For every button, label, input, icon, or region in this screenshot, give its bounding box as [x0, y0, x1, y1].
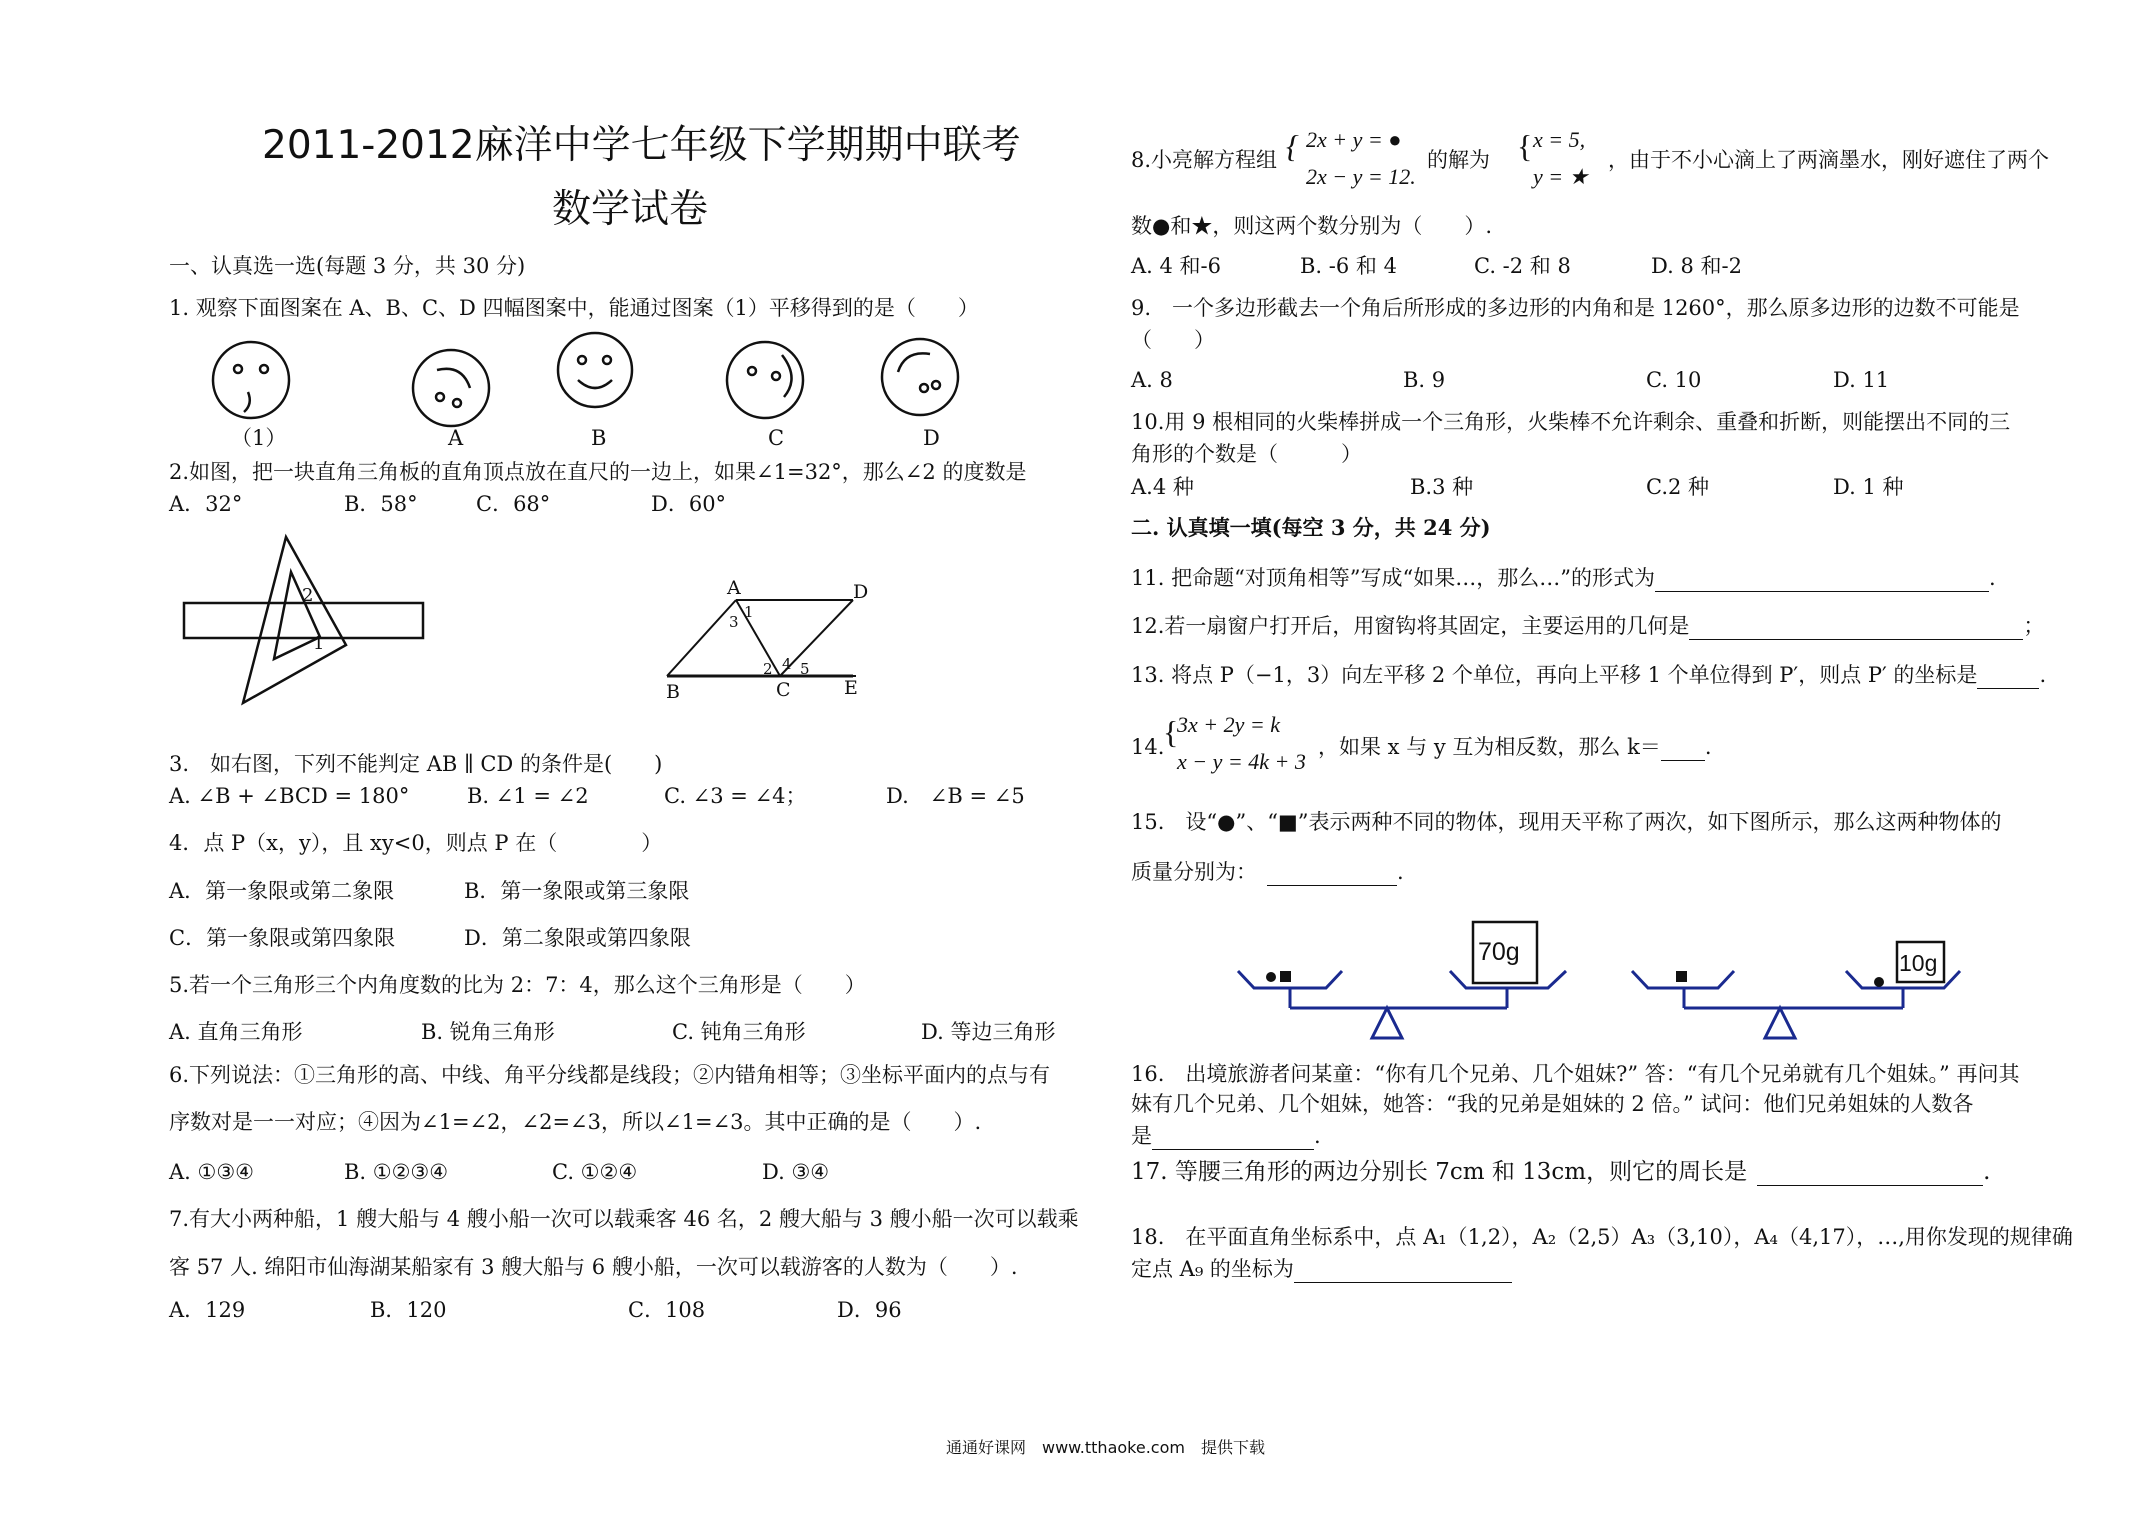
q15-weight-70g-label: 70g: [1478, 938, 1520, 966]
q14-eq2: x − y = 4k + 3: [1177, 749, 1306, 774]
q3-point-c: C: [776, 679, 791, 701]
q3-option-d: D. ∠B = ∠5: [886, 784, 1025, 808]
q15-square-left: [1280, 971, 1291, 982]
q11-end: .: [1989, 566, 1996, 590]
q15-question: 质量分别为：: [1131, 860, 1257, 884]
q16-question: 是: [1131, 1124, 1152, 1148]
q9-option-c: C. 10: [1646, 368, 1702, 392]
q2-text: 2.如图，把一块直角三角板的直角顶点放在直尺的一边上，如果∠1=32°，那么∠2 的度数是: [169, 460, 1027, 484]
q15-square-right: [1676, 971, 1687, 982]
q4-option-b: B．第一象限或第三象限: [464, 879, 690, 903]
q6-option-b: B. ①②③④: [344, 1160, 449, 1184]
q9-line2: （ ）: [1131, 328, 1215, 352]
q3-text: 3. 如右图，下列不能判定 AB ∥ CD 的条件是( ): [169, 752, 663, 776]
q10-option-b: B.3 种: [1410, 475, 1474, 499]
q12-question: 12.若一扇窗户打开后，用窗钩将其固定，主要运用的几何是: [1131, 614, 1690, 638]
q14-question: ，如果 x 与 y 互为相反数，那么 k＝: [1318, 735, 1661, 759]
q7-option-b: B．120: [370, 1298, 447, 1322]
q5-option-b: B. 锐角三角形: [421, 1020, 555, 1044]
q3-point-e: E: [844, 677, 858, 699]
q6-line2: 序数对是一一对应；④因为∠1=∠2，∠2=∠3，所以∠1=∠3。其中正确的是（ ）.: [169, 1110, 982, 1134]
q16-line3: [1131, 1122, 1321, 1150]
q18-answer-blank[interactable]: [1294, 1260, 1512, 1283]
q16-answer-blank[interactable]: [1152, 1127, 1314, 1150]
q5-option-a: A. 直角三角形: [169, 1020, 303, 1044]
q6-option-a: A. ①③④: [169, 1160, 254, 1184]
q8-option-a: A. 4 和-6: [1131, 254, 1222, 278]
q8-brace-right: {: [1517, 128, 1533, 164]
q3-angle-2: 2: [763, 660, 773, 678]
q3-option-a: A. ∠B + ∠BCD = 180°: [169, 784, 410, 808]
q3-angle-1: 1: [744, 603, 754, 621]
q8-brace-left: {: [1286, 128, 1299, 164]
q5-option-c: C. 钝角三角形: [672, 1020, 806, 1044]
q4-option-c: C．第一象限或第四象限: [169, 926, 396, 950]
q17-question: 17. 等腰三角形的两边分别长 7cm 和 13cm，则它的周长是: [1131, 1159, 1748, 1185]
q9-line1: 9. 一个多边形截去一个角后所形成的多边形的内角和是 1260°，那么原多边形的边数不可能是: [1131, 296, 2020, 320]
q17-end: .: [1983, 1159, 1991, 1185]
q10-line2: 角形的个数是（ ）: [1131, 442, 1362, 466]
q10-line1: 10.用 9 根相同的火柴棒拼成一个三角形，火柴棒不允许剩余、重叠和折断，则能摆出不同的三: [1131, 410, 2011, 434]
q10-option-a: A.4 种: [1131, 475, 1194, 499]
exam-title: 2011-2012麻洋中学七年级下学期期中联考: [262, 123, 1021, 168]
q9-option-b: B. 9: [1403, 368, 1446, 392]
q8-option-c: C. -2 和 8: [1474, 254, 1571, 278]
q2-angle-2-label: 2: [302, 585, 314, 606]
q10-option-d: D. 1 种: [1833, 475, 1904, 499]
q4-option-a: A．第一象限或第二象限: [169, 879, 395, 903]
q3-option-b: B. ∠1 = ∠2: [467, 784, 589, 808]
q18-line2: [1131, 1255, 1512, 1283]
q12-end: ；: [2023, 614, 2045, 638]
q1-label-b: B: [591, 426, 607, 450]
q9-option-d: D. 11: [1833, 368, 1890, 392]
q8-sol2: y = ★: [1533, 164, 1589, 189]
q9-option-a: A. 8: [1131, 368, 1173, 392]
q5-option-d: D. 等边三角形: [921, 1020, 1056, 1044]
q3-point-b: B: [666, 681, 680, 703]
section2-heading: 二. 认真填一填(每空 3 分，共 24 分): [1131, 515, 1491, 540]
q7-option-d: D．96: [837, 1298, 902, 1322]
q13-question: 13. 将点 P（−1，3）向左平移 2 个单位，再向上平移 1 个单位得到 P′，则点 P′ 的坐标是: [1131, 663, 1978, 687]
q2-option-c: C．68°: [476, 492, 551, 516]
q8-eq2: 2x − y = 12.: [1306, 164, 1416, 189]
q8-sol1: x = 5,: [1533, 127, 1586, 152]
q4-option-d: D．第二象限或第四象限: [464, 926, 691, 950]
q8-option-b: B. -6 和 4: [1300, 254, 1397, 278]
q14-end: .: [1704, 735, 1712, 759]
q8-line2: 数●和★，则这两个数分别为（ ）.: [1131, 214, 1492, 238]
q10-option-c: C.2 种: [1646, 475, 1710, 499]
q7-line2: 客 57 人. 绵阳市仙海湖某船家有 3 艘大船与 6 艘小船，一次可以载游客的人数为（ ）.: [169, 1255, 1018, 1279]
q15-circle-left: [1266, 972, 1276, 982]
q6-line1: 6.下列说法：①三角形的高、中线、角平分线都是线段；②内错角相等；③坐标平面内的点与有: [169, 1063, 1051, 1087]
q8-option-d: D. 8 和-2: [1651, 254, 1742, 278]
q8-prefix: 8.小亮解方程组: [1131, 148, 1278, 172]
q18-line1: 18. 在平面直角坐标系中，点 A₁（1,2），A₂（2,5）A₃（3,10），A₄（4,17），…,用你发现的规律确: [1131, 1225, 2073, 1249]
q2-option-b: B．58°: [344, 492, 418, 516]
section1-heading: 一、认真选一选(每题 3 分，共 30 分): [169, 254, 526, 278]
q6-option-d: D. ③④: [762, 1160, 830, 1184]
q16-line2: 妹有几个兄弟、几个姐妹，她答：“我的兄弟是姐妹的 2 倍。” 试问：他们兄弟姐妹的人数各: [1131, 1092, 1974, 1116]
footer-credit: 通通好课网 www.tthaoke.com 提供下载: [946, 1438, 1265, 1457]
q15-weight-10g-label: 10g: [1899, 950, 1938, 976]
q5-text: 5.若一个三角形三个内角度数的比为 2：7：4，那么这个三角形是（ ）: [169, 973, 866, 997]
q1-label-a: A: [448, 426, 464, 450]
q14-prefix: 14.: [1131, 735, 1165, 759]
q3-option-c: C. ∠3 = ∠4；: [664, 784, 807, 808]
q2-angle-1-label: 1: [313, 633, 325, 654]
q14-eq1: 3x + 2y = k: [1177, 712, 1280, 737]
q13-end: .: [2039, 663, 2047, 687]
q1-label-1: （1）: [231, 426, 287, 450]
q15-end: .: [1397, 860, 1404, 884]
q15-circle-right: [1874, 977, 1884, 987]
q16-end: .: [1314, 1124, 1321, 1148]
q7-line1: 7.有大小两种船，1 艘大船与 4 艘小船一次可以载乘客 46 名，2 艘大船与 3 艘小船一次可以载乘: [169, 1207, 1079, 1231]
q1-text: 1. 观察下面图案在 A、B、C、D 四幅图案中，能通过图案（1）平移得到的是（ ）: [169, 296, 979, 320]
q2-option-d: D．60°: [651, 492, 727, 516]
exam-subtitle: 数学试卷: [552, 187, 709, 232]
q17-text: [1131, 1158, 1990, 1186]
q18-question: 定点 A₉ 的坐标为: [1131, 1257, 1294, 1281]
q4-text: 4．点 P（x，y），且 xy<0，则点 P 在（ ）: [169, 831, 663, 855]
q15-line1: 15. 设“●”、“■”表示两种不同的物体，现用天平称了两次，如下图所示，那么这两种物体的: [1131, 810, 2002, 834]
q3-angle-5: 5: [800, 660, 810, 678]
q3-angle-4: 4: [782, 655, 792, 673]
q1-label-d: D: [923, 426, 940, 450]
q8-suffix: ，由于不小心滴上了两滴墨水，刚好遮住了两个: [1608, 148, 2049, 172]
q3-point-d: D: [853, 581, 869, 603]
q14-brace: {: [1163, 714, 1179, 750]
q17-answer-blank[interactable]: [1757, 1163, 1983, 1186]
q3-point-a: A: [727, 577, 741, 599]
q6-option-c: C. ①②④: [552, 1160, 638, 1184]
q3-angle-3: 3: [729, 613, 739, 631]
q1-label-c: C: [768, 426, 785, 450]
q16-line1: 16. 出境旅游者问某童：“你有几个兄弟、几个姐妹?” 答：“有几个兄弟就有几个姐妹。” 再问其: [1131, 1062, 2020, 1086]
q7-option-a: A．129: [169, 1298, 246, 1322]
q11-question: 11. 把命题“对顶角相等”写成“如果…，那么…”的形式为: [1131, 566, 1656, 590]
q2-option-a: A．32°: [169, 492, 243, 516]
q8-eq1: 2x + y = ●: [1306, 127, 1402, 152]
q8-mid: 的解为: [1427, 148, 1490, 172]
q7-option-c: C．108: [628, 1298, 706, 1322]
